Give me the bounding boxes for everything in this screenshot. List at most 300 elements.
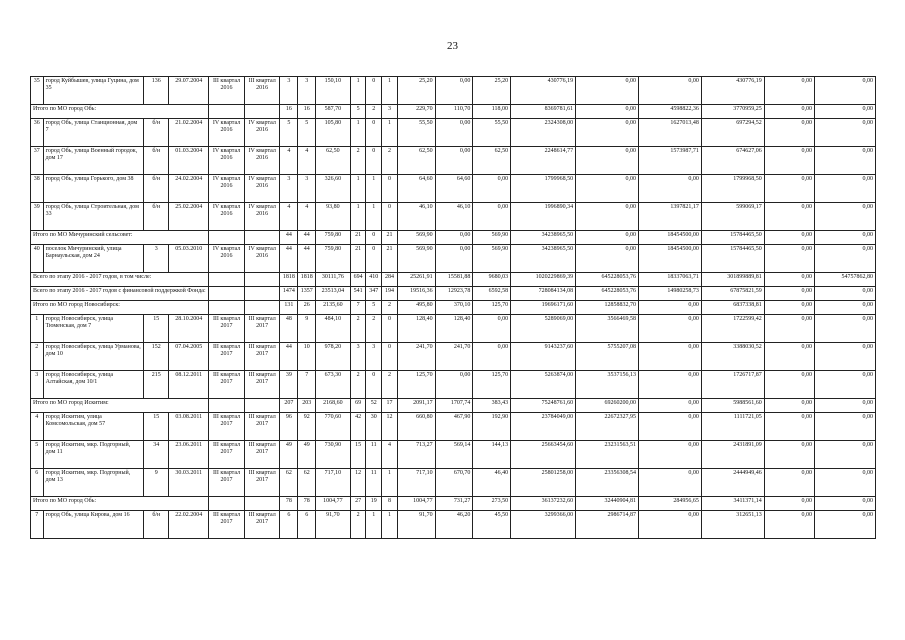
table-cell: III квартал 2017 bbox=[244, 371, 280, 399]
page-number: 23 bbox=[447, 40, 458, 52]
table-cell: 1 bbox=[382, 469, 398, 497]
table-cell: 25663454,60 bbox=[511, 441, 576, 469]
table-cell: 9680,03 bbox=[473, 273, 511, 287]
table-cell: 484,10 bbox=[316, 315, 351, 343]
table-cell: б/н bbox=[144, 511, 169, 539]
table-cell: 44 bbox=[298, 245, 316, 273]
table-cell: 0,00 bbox=[638, 175, 701, 203]
table-cell: 37 bbox=[31, 147, 44, 175]
registry-table bbox=[30, 76, 876, 539]
table-cell: 4 bbox=[280, 147, 298, 175]
table-cell: 62,50 bbox=[397, 147, 435, 175]
table-cell: 48 bbox=[280, 315, 298, 343]
table-cell: 30111,76 bbox=[316, 273, 351, 287]
table-cell: IV квартал 2016 bbox=[209, 119, 245, 147]
table-cell: 40 bbox=[31, 245, 44, 273]
table-cell: 0,00 bbox=[576, 231, 639, 245]
table-cell: 728084134,08 bbox=[511, 287, 576, 301]
table-cell: 4598822,36 bbox=[638, 105, 701, 119]
table-cell: 0,00 bbox=[764, 105, 814, 119]
table-cell: 0,00 bbox=[815, 413, 876, 441]
table-cell: 52 bbox=[366, 399, 382, 413]
table-cell: IV квартал 2016 bbox=[244, 203, 280, 231]
table-cell: 759,80 bbox=[316, 231, 351, 245]
table-cell: IV квартал 2016 bbox=[244, 147, 280, 175]
empty-cell bbox=[244, 105, 280, 119]
table-cell: 1 bbox=[382, 119, 398, 147]
table-cell: 731,27 bbox=[435, 497, 473, 511]
table-cell: 01.03.2004 bbox=[169, 147, 209, 175]
table-cell: IV квартал 2016 bbox=[209, 147, 245, 175]
empty-cell bbox=[209, 273, 245, 287]
table-cell: 0,00 bbox=[638, 343, 701, 371]
summary-row bbox=[31, 399, 876, 413]
table-row bbox=[31, 203, 876, 231]
empty-cell bbox=[244, 287, 280, 301]
table-cell: 11 bbox=[366, 441, 382, 469]
table-cell: 17 bbox=[382, 399, 398, 413]
empty-cell bbox=[209, 497, 245, 511]
table-cell: 587,70 bbox=[316, 105, 351, 119]
table-cell: 2444949,46 bbox=[701, 469, 764, 497]
table-cell: город Обь, улица Горького, дом 38 bbox=[43, 175, 144, 203]
table-cell: 3388030,52 bbox=[701, 343, 764, 371]
table-cell: 0,00 bbox=[764, 273, 814, 287]
table-cell: 144,13 bbox=[473, 441, 511, 469]
table-cell: 07.04.2005 bbox=[169, 343, 209, 371]
summary-label: Итого по МО город Обь: bbox=[31, 497, 209, 511]
table-cell: III квартал 2017 bbox=[209, 315, 245, 343]
table-cell: 673,30 bbox=[316, 371, 351, 399]
table-cell: 1111721,05 bbox=[701, 413, 764, 441]
table-cell: 5755207,08 bbox=[576, 343, 639, 371]
table-cell: 15784465,50 bbox=[701, 231, 764, 245]
table-cell: 19696171,60 bbox=[511, 301, 576, 315]
table-cell: 23231563,51 bbox=[576, 441, 639, 469]
table-cell: III квартал 2016 bbox=[209, 77, 245, 105]
table-cell: 0 bbox=[382, 343, 398, 371]
table-cell: 2 bbox=[350, 371, 366, 399]
table-cell: 1004,77 bbox=[316, 497, 351, 511]
table-cell: 410 bbox=[366, 273, 382, 287]
table-cell: 430776,19 bbox=[511, 77, 576, 105]
table-cell: 1707,74 bbox=[435, 399, 473, 413]
table-cell: 12 bbox=[350, 469, 366, 497]
summary-row bbox=[31, 105, 876, 119]
table-cell: 2 bbox=[31, 343, 44, 371]
table-cell: 15 bbox=[144, 413, 169, 441]
table-cell: б/н bbox=[144, 147, 169, 175]
table-cell: 0 bbox=[366, 371, 382, 399]
table-cell: 05.03.2010 bbox=[169, 245, 209, 273]
table-cell: 0,00 bbox=[764, 287, 814, 301]
table-body bbox=[31, 77, 876, 539]
table-cell: 1573987,71 bbox=[638, 147, 701, 175]
table-cell: 34238965,50 bbox=[511, 245, 576, 273]
table-cell: 694 bbox=[350, 273, 366, 287]
table-cell: 1020229869,39 bbox=[511, 273, 576, 287]
summary-label: Итого по МО город Искитим: bbox=[31, 399, 209, 413]
table-cell: 5988561,60 bbox=[701, 399, 764, 413]
table-cell: 25.02.2004 bbox=[169, 203, 209, 231]
table-cell: 42 bbox=[350, 413, 366, 441]
table-cell: город Новосибирск, улица Алтайская, дом 10/1 bbox=[43, 371, 144, 399]
table-cell: б/н bbox=[144, 203, 169, 231]
table-cell: 0,00 bbox=[764, 469, 814, 497]
table-cell: 62,50 bbox=[473, 147, 511, 175]
table-cell: 10 bbox=[298, 343, 316, 371]
table-cell: 383,43 bbox=[473, 399, 511, 413]
table-cell: 1 bbox=[382, 511, 398, 539]
table-cell: 759,80 bbox=[316, 245, 351, 273]
table-cell: 0 bbox=[366, 77, 382, 105]
table-cell: 12858832,70 bbox=[576, 301, 639, 315]
table-cell: 136 bbox=[144, 77, 169, 105]
table-cell: 25,20 bbox=[397, 77, 435, 105]
table-cell: 4 bbox=[280, 203, 298, 231]
table-cell: 11 bbox=[366, 469, 382, 497]
table-cell: 36137232,60 bbox=[511, 497, 576, 511]
table-cell: 5 bbox=[366, 301, 382, 315]
table-cell: IV квартал 2016 bbox=[209, 175, 245, 203]
table-cell: 2 bbox=[350, 511, 366, 539]
table-cell: 2135,60 bbox=[316, 301, 351, 315]
table-cell: 23784049,00 bbox=[511, 413, 576, 441]
table-cell: 5 bbox=[350, 105, 366, 119]
table-cell: 30 bbox=[366, 413, 382, 441]
table-cell: 194 bbox=[382, 287, 398, 301]
table-cell: 5 bbox=[31, 441, 44, 469]
table-cell: 2 bbox=[382, 371, 398, 399]
table-cell: 105,80 bbox=[316, 119, 351, 147]
table-cell: 125,70 bbox=[397, 371, 435, 399]
table-cell: 0,00 bbox=[764, 231, 814, 245]
table-cell: 0,00 bbox=[473, 175, 511, 203]
table-cell: город Новосибирск, улица Тюменская, дом 7 bbox=[43, 315, 144, 343]
table-cell: 1 bbox=[366, 203, 382, 231]
table-cell: 150,10 bbox=[316, 77, 351, 105]
table-cell: 2 bbox=[382, 301, 398, 315]
table-cell: 0,00 bbox=[815, 343, 876, 371]
table-cell: 1 bbox=[382, 77, 398, 105]
table-cell: 78 bbox=[280, 497, 298, 511]
table-cell: город Куйбышев, улица Гуцина, дом 35 bbox=[43, 77, 144, 105]
table-cell: 284956,65 bbox=[638, 497, 701, 511]
table-cell: 2 bbox=[350, 147, 366, 175]
table-cell: 19516,36 bbox=[397, 287, 435, 301]
table-cell: 0,00 bbox=[638, 77, 701, 105]
empty-cell bbox=[209, 301, 245, 315]
table-cell: город Обь, улица Станционная, дом 7 bbox=[43, 119, 144, 147]
table-cell: 0,00 bbox=[764, 371, 814, 399]
table-cell: 697294,52 bbox=[701, 119, 764, 147]
table-cell: 21 bbox=[382, 245, 398, 273]
table-cell: III квартал 2017 bbox=[244, 343, 280, 371]
table-cell: 0,00 bbox=[576, 203, 639, 231]
table-cell: 0 bbox=[366, 231, 382, 245]
table-cell: 0,00 bbox=[764, 119, 814, 147]
table-cell: 67875821,59 bbox=[701, 287, 764, 301]
table-row bbox=[31, 469, 876, 497]
table-cell: 131 bbox=[280, 301, 298, 315]
table-cell: 1 bbox=[350, 77, 366, 105]
table-cell: 1799968,50 bbox=[511, 175, 576, 203]
table-cell: 1726717,87 bbox=[701, 371, 764, 399]
table-cell: 7 bbox=[298, 371, 316, 399]
table-cell: 39 bbox=[31, 203, 44, 231]
table-cell: 54757862,80 bbox=[815, 273, 876, 287]
table-cell: III квартал 2017 bbox=[209, 469, 245, 497]
table-cell: 0,00 bbox=[764, 175, 814, 203]
table-cell: 241,70 bbox=[435, 343, 473, 371]
table-cell: 62,50 bbox=[316, 147, 351, 175]
table-cell: 1357 bbox=[298, 287, 316, 301]
table-cell: IV квартал 2016 bbox=[244, 119, 280, 147]
table-cell: 08.12.2011 bbox=[169, 371, 209, 399]
table-cell: 541 bbox=[350, 287, 366, 301]
table-cell: 1996890,34 bbox=[511, 203, 576, 231]
table-cell: 44 bbox=[280, 343, 298, 371]
summary-row bbox=[31, 231, 876, 245]
table-cell: 39 bbox=[280, 371, 298, 399]
table-cell: 128,40 bbox=[435, 315, 473, 343]
table-cell: 32440904,81 bbox=[576, 497, 639, 511]
table-cell: 21 bbox=[350, 245, 366, 273]
table-cell: город Искитим, мкр. Подгорный, дом 11 bbox=[43, 441, 144, 469]
table-cell: IV квартал 2016 bbox=[209, 203, 245, 231]
table-cell: 29.07.2004 bbox=[169, 77, 209, 105]
table-cell: 0,00 bbox=[815, 77, 876, 105]
table-cell: 19 bbox=[366, 497, 382, 511]
table-cell: 24.02.2004 bbox=[169, 175, 209, 203]
table-cell: 118,00 bbox=[473, 105, 511, 119]
table-cell: 22672327,95 bbox=[576, 413, 639, 441]
table-cell: 215 bbox=[144, 371, 169, 399]
table-cell: 9 bbox=[298, 315, 316, 343]
table-cell: III квартал 2017 bbox=[209, 343, 245, 371]
table-cell: 3 bbox=[31, 371, 44, 399]
table-cell: 3 bbox=[350, 343, 366, 371]
table-cell: 46,10 bbox=[435, 203, 473, 231]
summary-row bbox=[31, 287, 876, 301]
table-cell: 38 bbox=[31, 175, 44, 203]
table-cell: 0,00 bbox=[435, 371, 473, 399]
table-cell: 0,00 bbox=[576, 105, 639, 119]
table-cell: 23.06.2011 bbox=[169, 441, 209, 469]
table-cell: город Обь, улица Строительная, дом 33 bbox=[43, 203, 144, 231]
table-cell: 12 bbox=[382, 413, 398, 441]
table-cell: 1004,77 bbox=[397, 497, 435, 511]
table-cell: 49 bbox=[280, 441, 298, 469]
empty-cell bbox=[244, 399, 280, 413]
table-cell: 660,80 bbox=[397, 413, 435, 441]
table-cell: 730,90 bbox=[316, 441, 351, 469]
table-cell: 674627,06 bbox=[701, 147, 764, 175]
table-cell: 44 bbox=[280, 245, 298, 273]
summary-row bbox=[31, 497, 876, 511]
table-cell: 0 bbox=[366, 147, 382, 175]
table-cell: 34 bbox=[144, 441, 169, 469]
table-cell: 0 bbox=[382, 175, 398, 203]
empty-cell bbox=[209, 399, 245, 413]
table-row bbox=[31, 413, 876, 441]
table-cell: 25,20 bbox=[473, 77, 511, 105]
table-cell: 0,00 bbox=[638, 413, 701, 441]
table-row bbox=[31, 343, 876, 371]
table-cell: 16 bbox=[298, 105, 316, 119]
table-cell: 430776,19 bbox=[701, 77, 764, 105]
table-cell: 3 bbox=[382, 105, 398, 119]
table-row bbox=[31, 441, 876, 469]
table-cell: 467,90 bbox=[435, 413, 473, 441]
table-row bbox=[31, 511, 876, 539]
table-cell: III квартал 2017 bbox=[209, 511, 245, 539]
table-cell: 312651,13 bbox=[701, 511, 764, 539]
table-cell: 30.03.2011 bbox=[169, 469, 209, 497]
table-cell: 2 bbox=[366, 105, 382, 119]
table-cell: 717,10 bbox=[397, 469, 435, 497]
table-cell: 645228053,76 bbox=[576, 287, 639, 301]
table-cell: 0,00 bbox=[815, 287, 876, 301]
table-cell: 7 bbox=[31, 511, 44, 539]
table-cell: III квартал 2017 bbox=[244, 441, 280, 469]
table-cell: 1 bbox=[366, 175, 382, 203]
empty-cell bbox=[209, 231, 245, 245]
table-cell: III квартал 2017 bbox=[244, 469, 280, 497]
table-cell: 0,00 bbox=[638, 511, 701, 539]
table-cell: 26 bbox=[298, 301, 316, 315]
table-cell: 1397821,17 bbox=[638, 203, 701, 231]
empty-cell bbox=[244, 273, 280, 287]
table-cell: 0,00 bbox=[815, 231, 876, 245]
empty-cell bbox=[244, 231, 280, 245]
table-cell: 125,70 bbox=[473, 371, 511, 399]
table-cell: 91,70 bbox=[316, 511, 351, 539]
table-cell: 22.02.2004 bbox=[169, 511, 209, 539]
table-cell: 192,90 bbox=[473, 413, 511, 441]
table-cell: 0,00 bbox=[435, 231, 473, 245]
table-cell: 569,90 bbox=[397, 245, 435, 273]
table-cell: 46,10 bbox=[397, 203, 435, 231]
table-cell: 15581,88 bbox=[435, 273, 473, 287]
table-cell: 91,70 bbox=[397, 511, 435, 539]
table-cell: 2 bbox=[350, 315, 366, 343]
table-cell: 8369781,61 bbox=[511, 105, 576, 119]
table-cell: 16 bbox=[280, 105, 298, 119]
table-cell: 3770959,25 bbox=[701, 105, 764, 119]
table-cell: 0 bbox=[382, 315, 398, 343]
table-cell: 0,00 bbox=[764, 301, 814, 315]
table-cell: 0,00 bbox=[815, 105, 876, 119]
table-cell: 21 bbox=[382, 231, 398, 245]
summary-row bbox=[31, 273, 876, 287]
table-cell: III квартал 2017 bbox=[209, 441, 245, 469]
table-cell: 44 bbox=[298, 231, 316, 245]
table-cell: 0,00 bbox=[638, 441, 701, 469]
table-cell: 45,50 bbox=[473, 511, 511, 539]
table-cell: 4 bbox=[298, 147, 316, 175]
table-cell: III квартал 2017 bbox=[209, 413, 245, 441]
table-cell: 1818 bbox=[298, 273, 316, 287]
table-cell: 5 bbox=[298, 119, 316, 147]
table-cell: 569,14 bbox=[435, 441, 473, 469]
table-cell: 0,00 bbox=[815, 399, 876, 413]
table-cell: 2168,60 bbox=[316, 399, 351, 413]
table-cell: 0,00 bbox=[473, 343, 511, 371]
table-cell: 670,70 bbox=[435, 469, 473, 497]
table-cell: 6 bbox=[31, 469, 44, 497]
table-cell: 2431891,09 bbox=[701, 441, 764, 469]
table-cell: III квартал 2017 bbox=[244, 511, 280, 539]
table-cell: город Новосибирск, улица Урманова, дом 10 bbox=[43, 343, 144, 371]
table-cell: 55,50 bbox=[397, 119, 435, 147]
table-cell: 2 bbox=[382, 147, 398, 175]
table-cell: 03.08.2011 bbox=[169, 413, 209, 441]
table-cell: 2 bbox=[366, 315, 382, 343]
table-cell: 6 bbox=[298, 511, 316, 539]
table-cell: 9143237,60 bbox=[511, 343, 576, 371]
table-cell: 125,70 bbox=[473, 301, 511, 315]
table-cell: 64,60 bbox=[397, 175, 435, 203]
table-cell: 284 bbox=[382, 273, 398, 287]
table-row bbox=[31, 147, 876, 175]
table-cell: 0,00 bbox=[815, 469, 876, 497]
table-cell: город Обь, улица Военный городок, дом 17 bbox=[43, 147, 144, 175]
table-cell: 46,20 bbox=[435, 511, 473, 539]
table-cell: 326,60 bbox=[316, 175, 351, 203]
table-cell: 1 bbox=[31, 315, 44, 343]
table-cell: 0,00 bbox=[815, 441, 876, 469]
table-cell: 0,00 bbox=[815, 175, 876, 203]
table-cell: IV квартал 2016 bbox=[244, 175, 280, 203]
table-cell: город Искитим, улица Комсомольская, дом 57 bbox=[43, 413, 144, 441]
table-cell: 28.10.2004 bbox=[169, 315, 209, 343]
table-cell: 5 bbox=[280, 119, 298, 147]
table-cell: 1799968,50 bbox=[701, 175, 764, 203]
table-cell: 0,00 bbox=[576, 175, 639, 203]
table-cell: 12923,78 bbox=[435, 287, 473, 301]
table-cell: 717,10 bbox=[316, 469, 351, 497]
table-cell: 7 bbox=[350, 301, 366, 315]
table-cell: 0,00 bbox=[764, 203, 814, 231]
table-cell: 0 bbox=[382, 203, 398, 231]
table-cell: 0,00 bbox=[764, 497, 814, 511]
table-cell: 207 bbox=[280, 399, 298, 413]
table-cell: 0,00 bbox=[815, 511, 876, 539]
table-cell: 23356308,54 bbox=[576, 469, 639, 497]
table-cell: 0,00 bbox=[764, 147, 814, 175]
table-cell: 55,50 bbox=[473, 119, 511, 147]
table-cell: 4 bbox=[298, 203, 316, 231]
table-cell: 347 bbox=[366, 287, 382, 301]
summary-label: Итого по МО город Обь: bbox=[31, 105, 209, 119]
table-cell: III квартал 2017 bbox=[244, 413, 280, 441]
table-cell: 0,00 bbox=[576, 147, 639, 175]
table-cell: 0,00 bbox=[815, 301, 876, 315]
table-cell: 241,70 bbox=[397, 343, 435, 371]
table-cell: 0,00 bbox=[435, 245, 473, 273]
table-cell: 27 bbox=[350, 497, 366, 511]
table-cell: 1 bbox=[350, 175, 366, 203]
table-cell: 495,80 bbox=[397, 301, 435, 315]
table-cell: 15 bbox=[350, 441, 366, 469]
table-cell: 64,60 bbox=[435, 175, 473, 203]
table-cell: 0,00 bbox=[764, 245, 814, 273]
table-cell: 3 bbox=[144, 245, 169, 273]
summary-label: Итого по МО город Новосибирск: bbox=[31, 301, 209, 315]
table-row bbox=[31, 77, 876, 105]
table-cell: 4 bbox=[31, 413, 44, 441]
